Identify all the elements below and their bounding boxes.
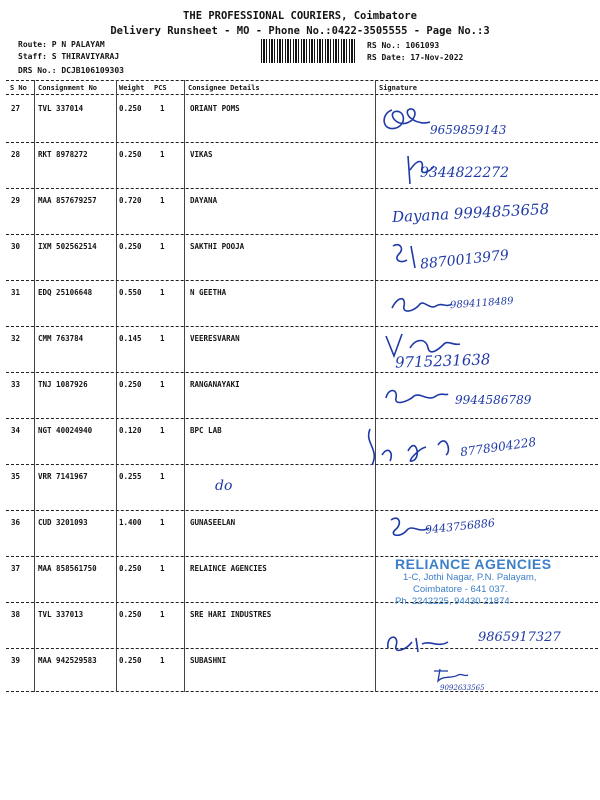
signature-initial: do [215, 478, 233, 494]
row-separator [6, 418, 598, 419]
runsheet-subtitle: Delivery Runsheet - MO - Phone No.:0422-3505555 - Page No.:3 [110, 25, 490, 37]
row-consignment: RKT 8978272 [38, 150, 88, 159]
stamp-address: 1-C, Jothi Nagar, P.N. Palayam, [403, 572, 537, 583]
row-weight: 0.145 [119, 334, 142, 343]
row-separator [6, 648, 598, 649]
signature-phone: 9443756886 [424, 516, 496, 537]
col-header-sno: S No [10, 84, 27, 92]
extra-signature-phone: 9092633565 [440, 684, 485, 692]
row-pcs: 1 [160, 196, 165, 205]
signature-phone: 8870013979 [419, 247, 510, 273]
signature-phone: 8778904228 [459, 434, 537, 460]
table-row [0, 472, 600, 518]
signature-phone: 9715231638 [394, 350, 491, 372]
row-sno: 30 [11, 242, 21, 251]
row-pcs: 1 [160, 610, 165, 619]
signature-phone: 9894118489 [449, 295, 514, 312]
row-separator [6, 188, 598, 189]
row-consignment: CMM 763784 [38, 334, 84, 343]
row-sno: 39 [11, 656, 21, 665]
row-pcs: 1 [160, 380, 165, 389]
table-row [0, 288, 600, 334]
row-sno: 28 [11, 150, 21, 159]
row-pcs: 1 [160, 426, 165, 435]
row-sno: 29 [11, 196, 21, 205]
row-consignment: TNJ 1087926 [38, 380, 88, 389]
row-consignee: SUBASHNI [190, 656, 227, 665]
row-consignee: VEERESVARAN [190, 334, 240, 343]
staff-label: Staff: S THIRAVIYARAJ [18, 52, 120, 61]
signature-scribble [382, 628, 452, 658]
row-consignment: MAA 942529583 [38, 656, 97, 665]
row-separator [6, 234, 598, 235]
table-row [0, 104, 600, 150]
col-header-consignment: Consignment No [38, 84, 98, 92]
table-top-rule [6, 80, 598, 81]
row-weight: 0.550 [119, 288, 142, 297]
signature-phone: 9659859143 [430, 123, 507, 137]
row-consignment: IXM 502562514 [38, 242, 97, 251]
rs-number: RS No.: 1061093 [367, 41, 440, 50]
table-row [0, 150, 600, 196]
row-consignment: NGT 40024940 [38, 426, 93, 435]
row-weight: 1.400 [119, 518, 142, 527]
row-sno: 37 [11, 564, 21, 573]
row-sno: 38 [11, 610, 21, 619]
row-separator [6, 142, 598, 143]
route-label: Route: P N PALAYAM [18, 40, 105, 49]
row-sno: 33 [11, 380, 21, 389]
row-weight: 0.250 [119, 564, 142, 573]
row-consignee: GUNASEELAN [190, 518, 236, 527]
col-header-signature: Signature [379, 84, 417, 92]
signature-phone: 9865917327 [478, 630, 561, 645]
signature-scribble [378, 100, 438, 140]
row-consignment: EDQ 25106648 [38, 288, 93, 297]
row-consignee: VIKAS [190, 150, 213, 159]
row-consignment: CUD 3201093 [38, 518, 88, 527]
signature-scribble [360, 425, 470, 475]
row-sno: 34 [11, 426, 21, 435]
col-header-pcs: PCS [154, 84, 167, 92]
row-pcs: 1 [160, 242, 165, 251]
stamp-name: RELIANCE AGENCIES [395, 556, 552, 572]
row-consignment: MAA 857679257 [38, 196, 97, 205]
row-consignment: MAA 858561750 [38, 564, 97, 573]
stamp-phone: Ph. 2242225, 94430 21874 [395, 596, 510, 607]
row-consignment: TVL 337013 [38, 610, 84, 619]
row-consignee: ORIANT POMS [190, 104, 240, 113]
row-consignee: SAKTHI POOJA [190, 242, 245, 251]
row-separator [6, 280, 598, 281]
row-pcs: 1 [160, 334, 165, 343]
stamp-city: Coimbatore - 641 037. [413, 584, 508, 595]
row-weight: 0.250 [119, 380, 142, 389]
row-weight: 0.250 [119, 242, 142, 251]
row-pcs: 1 [160, 104, 165, 113]
table-row [0, 242, 600, 288]
barcode [261, 39, 357, 63]
row-pcs: 1 [160, 518, 165, 527]
row-consignment: VRR 7141967 [38, 472, 88, 481]
row-pcs: 1 [160, 656, 165, 665]
rs-date: RS Date: 17-Nov-2022 [367, 53, 464, 62]
col-header-consignee: Consignee Details [188, 84, 260, 92]
drs-number: DRS No.: DCJB106109303 [18, 66, 124, 75]
row-weight: 0.250 [119, 150, 142, 159]
row-consignment: TVL 337014 [38, 104, 84, 113]
row-pcs: 1 [160, 150, 165, 159]
row-consignee: DAYANA [190, 196, 218, 205]
row-consignee: SRE HARI INDUSTRES [190, 610, 272, 619]
row-consignee: N GEETHA [190, 288, 227, 297]
row-weight: 0.250 [119, 656, 142, 665]
row-sno: 36 [11, 518, 21, 527]
row-sno: 31 [11, 288, 21, 297]
row-separator [6, 464, 598, 465]
signature-scribble [380, 380, 450, 410]
signature-scribble [430, 665, 470, 685]
row-pcs: 1 [160, 288, 165, 297]
row-sno: 32 [11, 334, 21, 343]
row-sno: 27 [11, 104, 21, 113]
row-separator [6, 510, 598, 511]
row-pcs: 1 [160, 564, 165, 573]
row-consignee: RELAINCE AGENCIES [190, 564, 267, 573]
row-separator [6, 372, 598, 373]
signature-phone: Dayana 9994853658 [391, 199, 550, 227]
row-weight: 0.255 [119, 472, 142, 481]
row-consignee: RANGANAYAKI [190, 380, 240, 389]
company-title: THE PROFESSIONAL COURIERS, Coimbatore [183, 10, 417, 22]
row-separator [6, 326, 598, 327]
col-header-weight: Weight [119, 84, 145, 92]
row-weight: 0.250 [119, 104, 142, 113]
row-weight: 0.120 [119, 426, 142, 435]
signature-phone: 9344822272 [420, 165, 510, 181]
signature-phone: 9944586789 [455, 393, 532, 407]
signature-scribble [386, 290, 456, 320]
table-row [0, 334, 600, 380]
row-consignee: BPC LAB [190, 426, 222, 435]
row-weight: 0.720 [119, 196, 142, 205]
company-stamp [395, 556, 595, 608]
table-header-rule [6, 94, 598, 95]
row-weight: 0.250 [119, 610, 142, 619]
row-sno: 35 [11, 472, 21, 481]
row-pcs: 1 [160, 472, 165, 481]
table-row [0, 656, 600, 702]
